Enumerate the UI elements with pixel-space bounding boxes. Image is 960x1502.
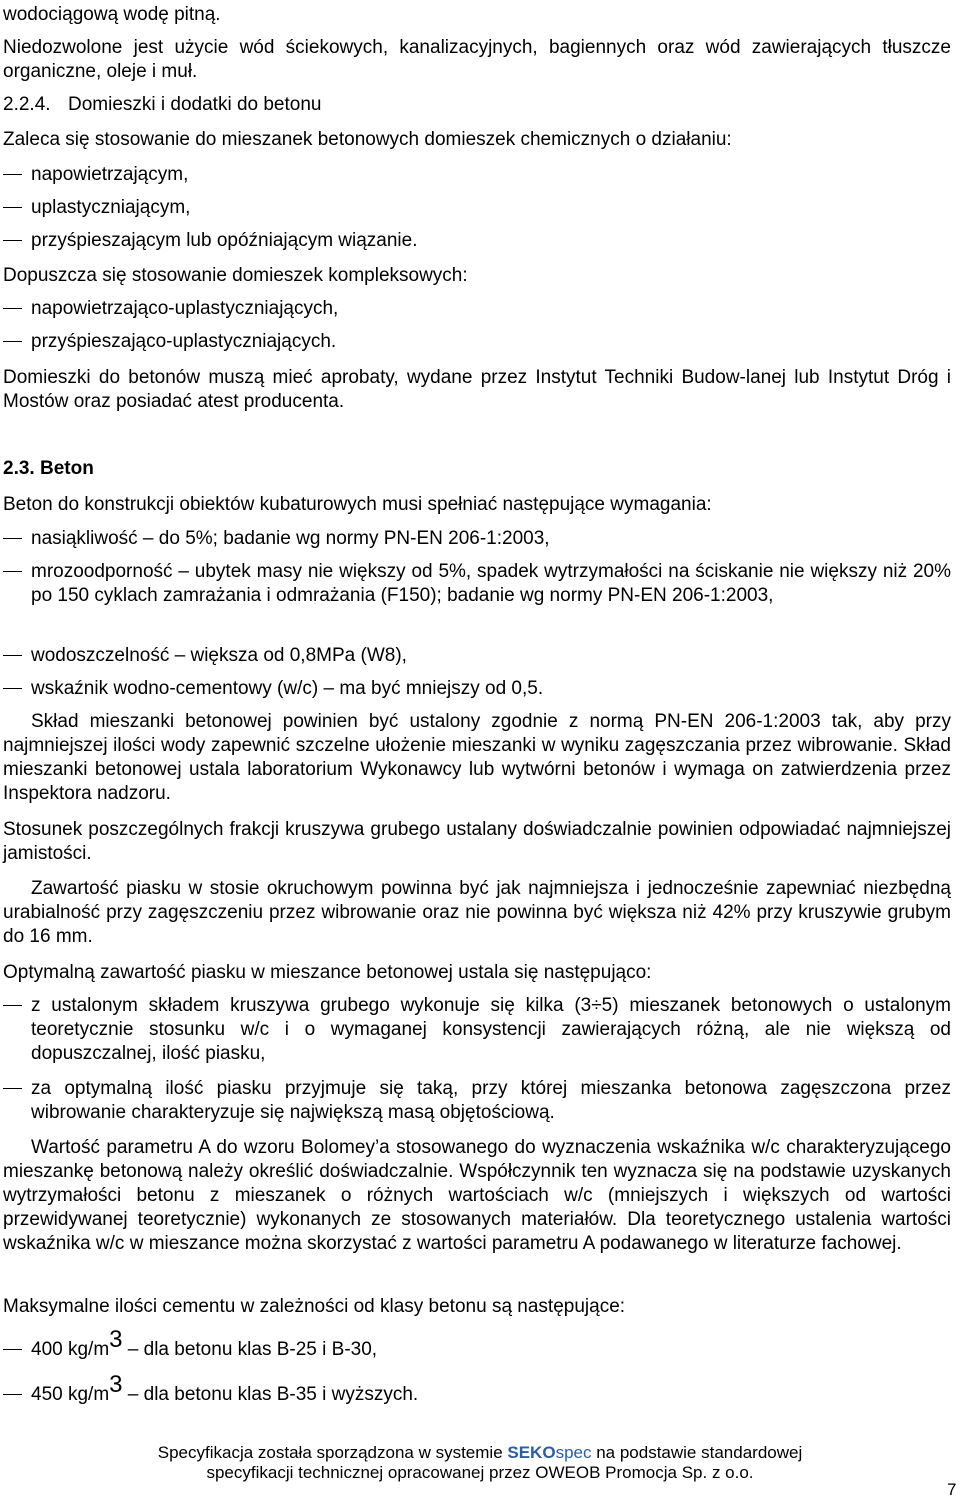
dash-icon <box>3 341 22 342</box>
list-item-text: przyśpieszającym lub opóźniającym wiązanie. <box>31 230 418 251</box>
list-item <box>3 229 951 253</box>
dash-icon <box>3 240 22 241</box>
dash-icon <box>3 688 22 689</box>
paragraph: Niedozwolone jest użycie wód ściekowych, kanalizacyjnych, bagiennych oraz wód zawierających tłuszcze organiczne, oleje i muł. <box>3 37 951 82</box>
footer-line-1: Specyfikacja została sporządzona w systemie SEKOspec na podstawie standardowej <box>157 1443 803 1462</box>
list-item-text: 450 $kg/m^3$ – dla betonu klas B-35 i wyższych. <box>31 1371 419 1405</box>
list-item <box>3 196 951 220</box>
seko-logo: SEKO <box>507 1443 556 1462</box>
dash-icon <box>3 308 22 309</box>
section-title: 2.3. Beton <box>3 458 94 479</box>
footer-line-2: specyfikacji technicznej opracowanej przez OWEOB Promocja Sp. z o.o. <box>206 1463 754 1482</box>
dash-icon <box>3 571 22 572</box>
list-item <box>3 330 951 354</box>
dash-icon <box>3 655 22 656</box>
list-item-text: przyśpieszająco-uplastyczniających. <box>31 331 337 352</box>
dash-icon <box>3 1005 22 1006</box>
dash-icon <box>3 1088 22 1089</box>
list-item <box>3 1371 951 1407</box>
list-item-text: za optymalną ilość piasku przyjmuje się taką, przy której mieszanka betonowa zagęszczona przez wibrowanie charakteryzuje się największą masą objętościową. <box>31 1078 951 1123</box>
paragraph: Stosunek poszczególnych frakcji kruszywa grubego ustalany doświadczalnie powinien odpowiadać najmniejszej jamistości. <box>3 819 951 864</box>
list-item-text: wskaźnik wodno-cementowy (w/c) – ma być mniejszy od 0,5. <box>31 678 544 699</box>
list-item <box>3 297 951 321</box>
list-item-text: wodoszczelność – większa od 0,8MPa (W8), <box>31 645 407 666</box>
list-item <box>3 677 951 701</box>
paragraph: Zawartość piasku w stosie okruchowym powinna być jak najmniejsza i jednocześnie zapewniać niezbędną urabialność przy zagęszczeniu przez wibrowanie oraz nie powinna być większa niż 42% przy kruszywie grubym do 16 mm. <box>3 878 951 947</box>
dash-icon <box>3 174 22 175</box>
paragraph: Skład mieszanki betonowej powinien być ustalony zgodnie z normą PN-EN 206-1:2003 tak, aby przy najmniejszej ilości wody zapewnić szczelne ułożenie mieszanki w wyniku zagęszczania przez wibrowanie. Skład mieszanki betonowej ustala laboratorium Wykonawcy lub wytwórni betonów i wymaga on zatwierdzenia przez Inspektora nadzoru. <box>3 711 951 804</box>
paragraph: Dopuszcza się stosowanie domieszek kompleksowych: <box>3 265 468 286</box>
list-item-text: mrozoodporność – ubytek masy nie większy od 5%, spadek wytrzymałości na ściskanie nie większy niż 20% po 150 cyklach zamrażania i odmrażania (F150); badanie wg normy PN-EN 206-1:2003, <box>31 561 951 606</box>
spec-logo: spec <box>555 1443 592 1462</box>
section-heading-2-2-4 <box>3 93 951 117</box>
paragraph: Domieszki do betonów muszą mieć aprobaty, wydane przez Instytut Techniki Budow-lanej lub Instytut Dróg i Mostów oraz posiadać atest producenta. <box>3 367 951 412</box>
list-item <box>3 163 951 187</box>
list-item <box>3 1077 951 1125</box>
list-item <box>3 1326 951 1362</box>
paragraph: Beton do konstrukcji obiektów kubaturowych musi spełniać następujące wymagania: <box>3 494 712 515</box>
paragraph: Maksymalne ilości cementu w zależności od klasy betonu są następujące: <box>3 1296 626 1317</box>
list-item-text: napowietrzająco-uplastyczniających, <box>31 298 339 319</box>
section-number: 2.2.4. <box>3 94 51 115</box>
list-item <box>3 560 951 608</box>
list-item-text: uplastyczniającym, <box>31 197 191 218</box>
section-title: Domieszki i dodatki do betonu <box>68 94 322 115</box>
list-item-text: napowietrzającym, <box>31 164 189 185</box>
list-item-text: 400 $kg/m^3$ – dla betonu klas B-25 i B-30, <box>31 1326 378 1360</box>
section-heading-2-3 <box>3 457 951 481</box>
list-item-text: nasiąkliwość – do 5%; badanie wg normy PN-EN 206-1:2003, <box>31 528 550 549</box>
paragraph: wodociągową wodę pitną. <box>3 4 221 25</box>
page-number: 7 <box>947 1480 957 1499</box>
dash-icon <box>3 1349 22 1350</box>
list-item <box>3 527 951 551</box>
dash-icon <box>3 538 22 539</box>
list-item <box>3 994 951 1066</box>
list-item <box>3 644 951 668</box>
dash-icon <box>3 207 22 208</box>
paragraph: Optymalną zawartość piasku w mieszance betonowej ustala się następująco: <box>3 962 652 983</box>
list-item-text: z ustalonym składem kruszywa grubego wykonuje się kilka (3÷5) mieszanek betonowych o ustalonym teoretycznie stosunku w/c i o wymaganej konsystencji zawierających różną, ale nie większą od dopuszczalnej, ilość piasku, <box>31 995 951 1064</box>
paragraph: Wartość parametru A do wzoru Bolomey’a stosowanego do wyznaczenia wskaźnika w/c charakteryzującego mieszankę betonową należy określić doświadczalnie. Współczynnik ten wyznacza się na podstawie uzyskanych wytrzymałości betonu z mieszanek o różnych wartościach w/c (mniejszych i większych od wartości przewidywanej teoretycznie) wykonanych ze stosowanych materiałów. Dla teoretycznego ustalenia wartości wskaźnika w/c w mieszance można skorzystać z wartości parametru A podawanego w literaturze fachowej. <box>3 1137 951 1254</box>
paragraph: Zaleca się stosowanie do mieszanek betonowych domieszek chemicznych o działaniu: <box>3 129 732 150</box>
dash-icon <box>3 1394 22 1395</box>
